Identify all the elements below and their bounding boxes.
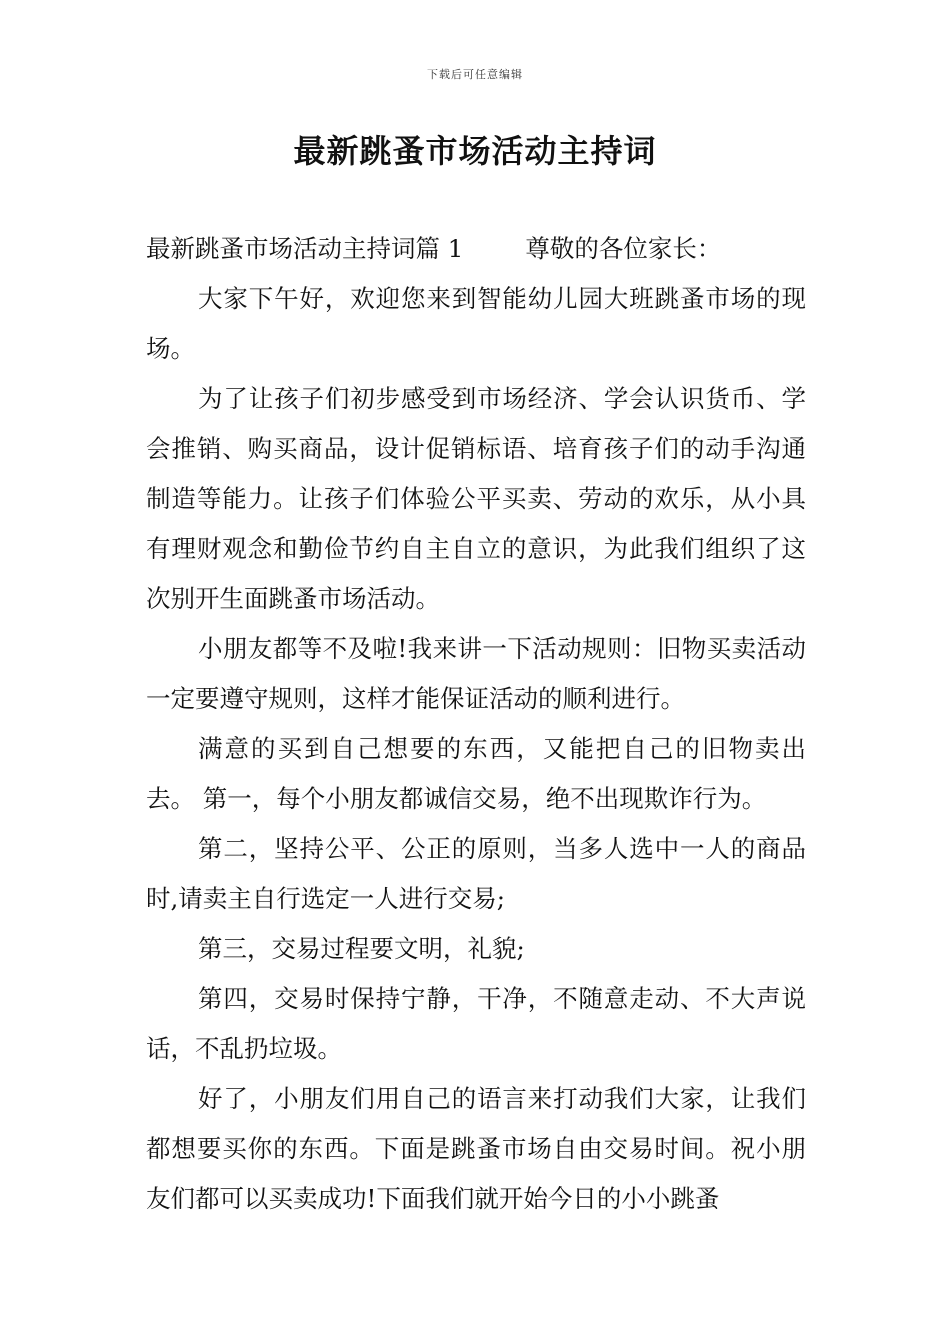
paragraph-rules-intro: 小朋友都等不及啦!我来讲一下活动规则：旧物买卖活动一定要遵守规则，这样才能保证活动的顺利进行。	[146, 634, 806, 713]
paragraph-rule-3: 第三，交易过程要文明，礼貌;	[198, 934, 525, 963]
paragraph-greeting: 大家下午好，欢迎您来到智能幼儿园大班跳蚤市场的现场。	[146, 284, 806, 363]
paragraph-rule-4: 第四，交易时保持宁静，干净，不随意走动、不大声说话，不乱扔垃圾。	[146, 984, 806, 1063]
document-title: 最新跳蚤市场活动主持词	[293, 132, 657, 170]
document-body	[146, 224, 806, 1224]
salutation: 尊敬的各位家长：	[525, 234, 722, 263]
paragraph-rule-1: 满意的买到自己想要的东西，又能把自己的旧物卖出去。 第一，每个小朋友都诚信交易，绝不出现欺诈行为。	[146, 734, 806, 813]
paragraph-rule-2: 第二，坚持公平、公正的原则，当多人选中一人的商品时,请卖主自行选定一人进行交易;	[146, 834, 806, 913]
paragraph-purpose: 为了让孩子们初步感受到市场经济、学会认识货币、学会推销、购买商品，设计促销标语、培育孩子们的动手沟通制造等能力。让孩子们体验公平买卖、劳动的欢乐，从小具有理财观念和勤俭节约自主自立的意识，为此我们组织了这次别开生面跳蚤市场活动。	[146, 384, 806, 613]
intro-heading: 最新跳蚤市场活动主持词篇 1	[146, 234, 464, 263]
paragraph-closing: 好了，小朋友们用自己的语言来打动我们大家，让我们都想要买你的东西。下面是跳蚤市场自由交易时间。祝小朋友们都可以买卖成功!下面我们就开始今日的小小跳蚤	[146, 1084, 806, 1213]
intro-line	[146, 224, 806, 274]
header-note: 下载后可任意编辑	[427, 68, 523, 81]
